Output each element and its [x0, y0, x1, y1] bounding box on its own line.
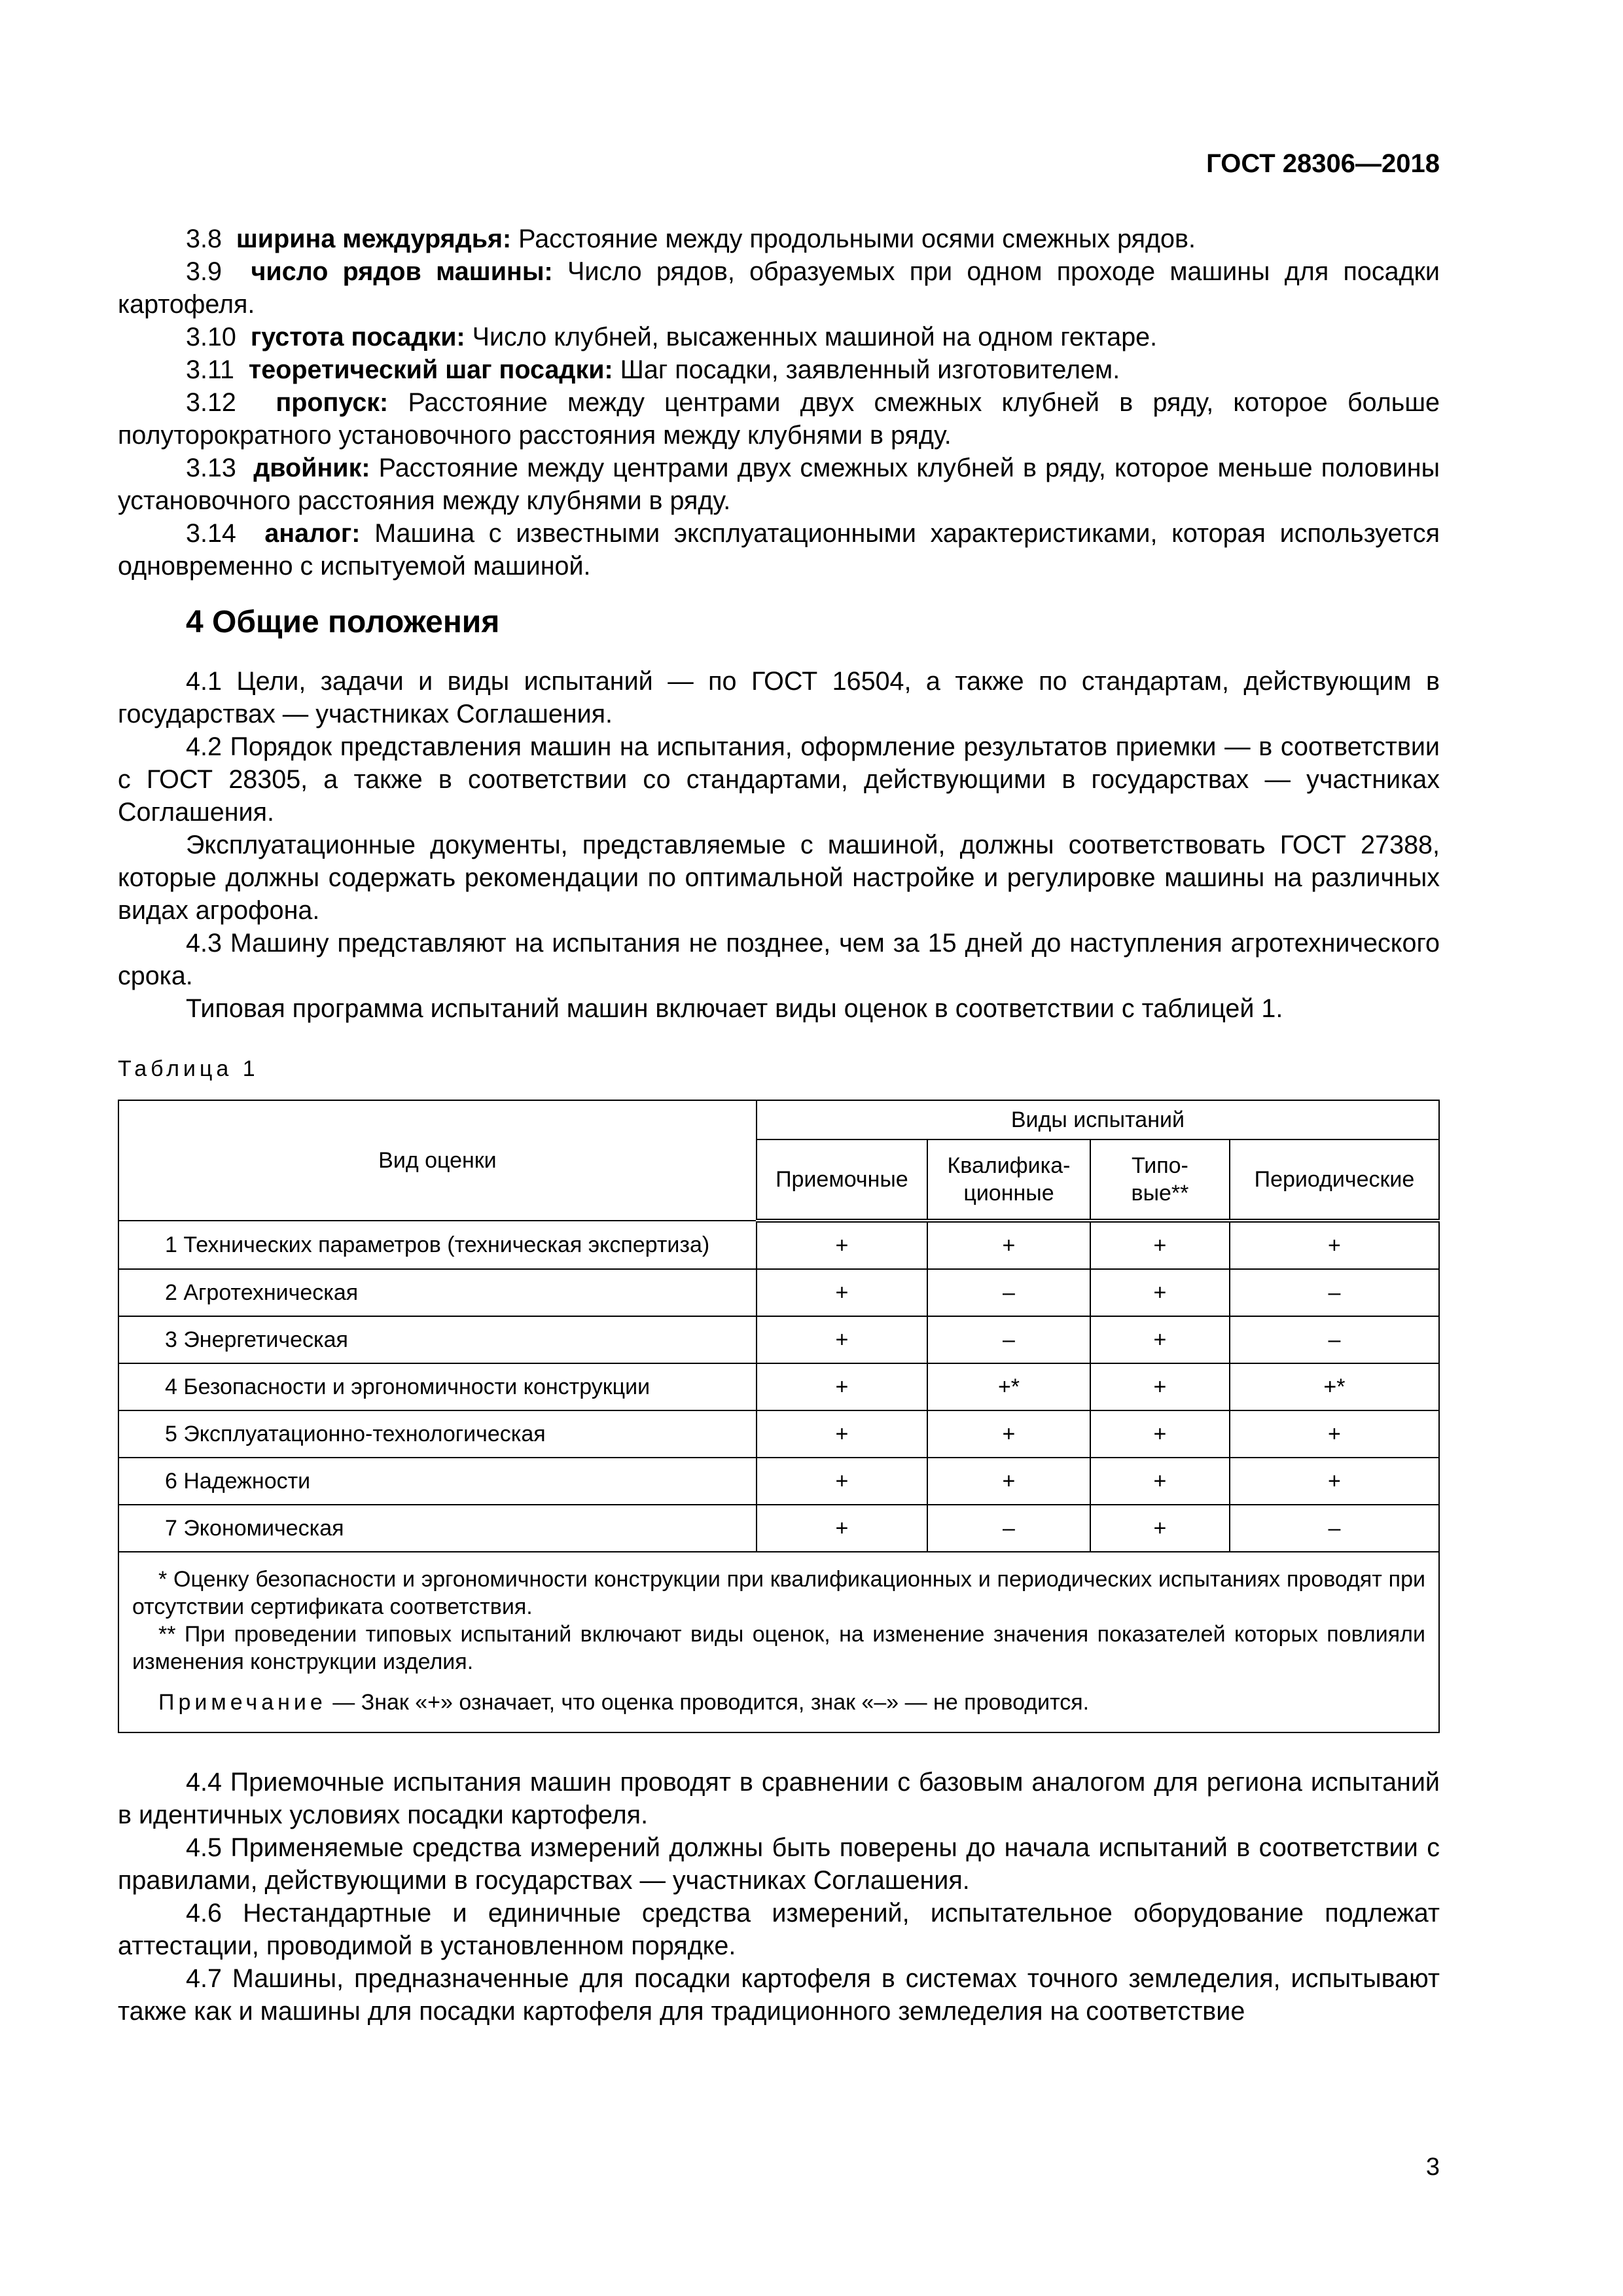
row-label: 7 Экономическая [118, 1505, 757, 1552]
paragraph: 4.1 Цели, задачи и виды испытаний — по ГОСТ 16504, а также по стандартам, действующим в государствах — участниках Соглашения. [118, 667, 1440, 728]
definition-item: 3.9 число рядов машины: Число рядов, образуемых при одном проходе машины для посадки картофеля. [118, 257, 1440, 319]
definition-item: 3.11 теоретический шаг посадки: Шаг посадки, заявленный изготовителем. [186, 355, 1120, 384]
table-cell: + [1230, 1221, 1439, 1269]
row-label: 5 Эксплуатационно-технологическая [118, 1410, 757, 1458]
paragraph: 4.2 Порядок представления машин на испытания, оформление результатов приемки — в соответствии с ГОСТ 28305, а также в соответствии со стандартами, действующими в государствах — участниках Соглашения. [118, 732, 1440, 827]
paragraph: 4.5 Применяемые средства измерений должны быть поверены до начала испытаний в соответствии с правилами, действующими в государствах — участниках Соглашения. [118, 1833, 1440, 1895]
definitions-list [118, 223, 1440, 583]
paragraph: 4.3 Машину представляют на испытания не позднее, чем за 15 дней до наступления агротехнического срока. [118, 929, 1440, 990]
paragraph: Типовая программа испытаний машин включает виды оценок в соответствии с таблицей 1. [186, 994, 1283, 1023]
table-cell: + [1090, 1363, 1230, 1410]
table-cell: + [1090, 1316, 1230, 1363]
table-cell: – [1230, 1269, 1439, 1316]
column-header: Квалифика- ционные [927, 1139, 1090, 1221]
table-cell: + [927, 1221, 1090, 1269]
table-row [118, 1269, 1439, 1316]
definition-item: 3.8 ширина междурядья: Расстояние между продольными осями смежных рядов. [186, 224, 1196, 253]
table-row [118, 1316, 1439, 1363]
table-cell: + [757, 1269, 927, 1316]
row-label: 2 Агротехническая [118, 1269, 757, 1316]
paragraph: Эксплуатационные документы, представляемые с машиной, должны соответствовать ГОСТ 27388, которые должны содержать рекомендации по оптимальной настройке и регулировке машины на различных видах агрофона. [118, 831, 1440, 925]
paragraph: 4.6 Нестандартные и единичные средства измерений, испытательное оборудование подлежат аттестации, проводимой в установленном порядке. [118, 1899, 1440, 1960]
table-cell: + [757, 1316, 927, 1363]
note-text: — Знак «+» означает, что оценка проводится, знак «–» — не проводится. [326, 1690, 1090, 1715]
row-label: 6 Надежности [118, 1458, 757, 1505]
note-label: Примечание [158, 1690, 327, 1715]
column-header: Приемочные [757, 1139, 927, 1221]
definition-item: 3.13 двойник: Расстояние между центрами двух смежных клубней в ряду, которое меньше половины установочного расстояния между клубнями в ряду. [118, 454, 1440, 515]
section-heading: 4 Общие положения [186, 605, 500, 639]
table-row [118, 1410, 1439, 1458]
table-cell: + [1090, 1458, 1230, 1505]
table-cell: +* [1230, 1363, 1439, 1410]
paragraph: 4.4 Приемочные испытания машин проводят в сравнении с базовым аналогом для региона испытаний в идентичных условиях посадки картофеля. [118, 1768, 1440, 1829]
table-cell: – [927, 1269, 1090, 1316]
table-caption: Таблица 1 [118, 1056, 259, 1081]
section-body [118, 665, 1440, 1025]
evaluation-table [118, 1100, 1440, 1733]
table-cell: + [1090, 1221, 1230, 1269]
definition-item: 3.14 аналог: Машина с известными эксплуатационными характеристиками, которая используется одновременно с испытуемой машиной. [118, 519, 1440, 581]
section-body-continued [118, 1766, 1440, 2028]
column-group-header: Виды испытаний [757, 1100, 1439, 1139]
table-cell: – [927, 1316, 1090, 1363]
table-cell: + [757, 1505, 927, 1552]
table-cell: +* [927, 1363, 1090, 1410]
definition-item: 3.12 пропуск: Расстояние между центрами двух смежных клубней в ряду, которое больше полуторократного установочного расстояния между клубнями в ряду. [118, 388, 1440, 450]
document-code: ГОСТ 28306—2018 [1206, 149, 1440, 178]
table-cell: + [927, 1458, 1090, 1505]
table-cell: – [1230, 1505, 1439, 1552]
row-label: 3 Энергетическая [118, 1316, 757, 1363]
table-row [118, 1505, 1439, 1552]
table-cell: – [1230, 1316, 1439, 1363]
table-note [132, 1689, 1425, 1716]
page-number: 3 [1425, 2153, 1440, 2181]
row-label: 1 Технических параметров (техническая экспертиза) [118, 1221, 757, 1269]
table-row [118, 1363, 1439, 1410]
table-cell: + [757, 1221, 927, 1269]
paragraph: 4.7 Машины, предназначенные для посадки картофеля в системах точного земледелия, испытывают также как и машины для посадки картофеля для традиционного земледелия на соответствие [118, 1964, 1440, 2026]
table-cell: + [1090, 1269, 1230, 1316]
definition-item: 3.10 густота посадки: Число клубней, высаженных машиной на одном гектаре. [186, 323, 1158, 351]
table-notes [118, 1552, 1439, 1732]
table-cell: + [1230, 1410, 1439, 1458]
footnote: * Оценку безопасности и эргономичности конструкции при квалификационных и периодических испытаниях проводят при отсутствии сертификата соответствия. [132, 1567, 1425, 1619]
table-cell: – [927, 1505, 1090, 1552]
table-row [118, 1458, 1439, 1505]
table-cell: + [757, 1363, 927, 1410]
column-header: Типо- вые** [1090, 1139, 1230, 1221]
column-header-evaluation: Вид оценки [118, 1100, 757, 1221]
page-content [118, 223, 1440, 2028]
table-row [118, 1221, 1439, 1269]
table-cell: + [1090, 1410, 1230, 1458]
table-cell: + [757, 1458, 927, 1505]
footnote: ** При проведении типовых испытаний включают виды оценок, на изменение значения показателей которых повлияли изменения конструкции изделия. [132, 1622, 1425, 1674]
table-cell: + [927, 1410, 1090, 1458]
column-header: Периодические [1230, 1139, 1439, 1221]
table-cell: + [1230, 1458, 1439, 1505]
table-cell: + [757, 1410, 927, 1458]
table-cell: + [1090, 1505, 1230, 1552]
row-label: 4 Безопасности и эргономичности конструкции [118, 1363, 757, 1410]
